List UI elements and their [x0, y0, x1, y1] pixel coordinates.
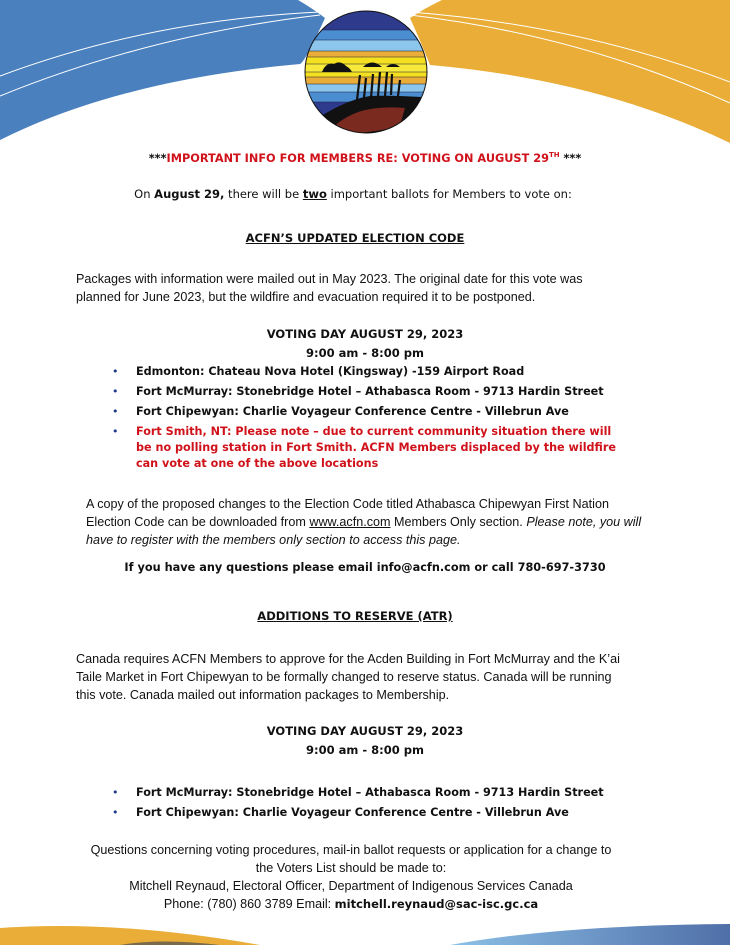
intro-date: August 29,: [154, 187, 225, 201]
atr-locations-list: [112, 785, 712, 825]
alert-location-text: Fort Smith, NT: Please note – due to current community situation there will be no polling station in Fort Smith. ACFN Members displaced by the wildfire can vote at one of the above locations: [136, 425, 616, 470]
voting-day-1-date: VOTING DAY AUGUST 29, 2023: [266, 327, 464, 341]
header-decoration: [0, 0, 730, 160]
election-code-paragraph: Packages with information were mailed out in May 2023. The original date for this vote was planned for June 2023, but the wildfire and evacuation required it to be postponed.: [76, 272, 583, 304]
location-item-alert: [112, 424, 616, 472]
copy-text-2: Members Only section.: [390, 515, 527, 529]
bullet-icon: •: [112, 806, 119, 819]
location-text: Fort Chipewyan: Charlie Voyageur Conference Centre - Villebrun Ave: [136, 405, 569, 418]
questions-line: If you have any questions please email info@acfn.com or call 780-697-3730: [124, 561, 606, 574]
intro-line: [0, 187, 718, 201]
contact-line-1: Questions concerning voting procedures, mail-in ballot requests or application for a change to: [90, 843, 612, 857]
title-stars-right: ***: [559, 151, 582, 165]
bullet-icon: •: [112, 425, 119, 438]
intro-pre: On: [134, 187, 155, 201]
contact-block: [0, 841, 716, 913]
gold-footer-band: [0, 926, 260, 945]
bullet-icon: •: [112, 786, 119, 799]
location-text: Fort McMurray: Stonebridge Hotel – Athabasca Room - 9713 Hardin Street: [136, 385, 604, 398]
atr-heading: ADDITIONS TO RESERVE (ATR): [257, 609, 453, 623]
blue-footer-band: [450, 924, 730, 945]
location-item: [112, 364, 712, 380]
location-text: Fort McMurray: Stonebridge Hotel – Athabasca Room - 9713 Hardin Street: [136, 786, 604, 799]
voting-day-2-date: VOTING DAY AUGUST 29, 2023: [266, 724, 464, 738]
contact-line-2: the Voters List should be made to:: [255, 861, 447, 875]
intro-post: important ballots for Members to vote on:: [326, 187, 572, 201]
location-item: [112, 805, 712, 821]
title-superscript: TH: [548, 151, 560, 159]
intro-count: two: [302, 187, 327, 201]
bullet-icon: •: [112, 365, 119, 378]
election-code-copy-paragraph: [86, 495, 646, 549]
footer-decoration: [0, 920, 730, 945]
title-text: IMPORTANT INFO FOR MEMBERS RE: VOTING ON AUGUST 29: [166, 151, 549, 165]
copy-note: Please note, you will have to register with the members only section to access this page.: [86, 515, 642, 547]
phone-label: Phone: (780) 860 3789 Email:: [163, 897, 335, 911]
voting-day-2: [0, 722, 730, 760]
copy-text: A copy of the proposed changes to the Election Code titled Athabasca Chipewyan First Nation Election Code can be downloaded from: [86, 497, 609, 529]
bullet-icon: •: [112, 405, 119, 418]
intro-mid: there will be: [224, 187, 303, 201]
location-text: Edmonton: Chateau Nova Hotel (Kingsway) -159 Airport Road: [136, 365, 525, 378]
atr-paragraph: Canada requires ACFN Members to approve for the Acden Building in Fort McMurray and the K’ai Taile Market in Fort Chipewyan to be formally changed to reserve status. Canada will be running this vote. Canada mailed out information packages to Membership.: [76, 652, 620, 702]
location-item: [112, 384, 712, 400]
contact-line-4: [0, 895, 716, 913]
notice-title: [0, 151, 730, 165]
voting-day-1-hours: 9:00 am - 8:00 pm: [306, 346, 424, 360]
election-code-heading: ACFN’S UPDATED ELECTION CODE: [245, 231, 465, 245]
voting-day-1: [0, 325, 730, 363]
bullet-icon: •: [112, 385, 119, 398]
voting-day-2-hours: 9:00 am - 8:00 pm: [306, 743, 424, 757]
location-item: [112, 785, 712, 801]
title-stars-left: ***: [148, 151, 167, 165]
location-item: [112, 404, 712, 420]
acfn-website-link[interactable]: www.acfn.com: [309, 515, 391, 529]
election-locations-list: [112, 364, 712, 476]
location-text: Fort Chipewyan: Charlie Voyageur Conference Centre - Villebrun Ave: [136, 806, 569, 819]
contact-line-3: Mitchell Reynaud, Electoral Officer, Department of Indigenous Services Canada: [129, 879, 573, 893]
contact-email[interactable]: mitchell.reynaud@sac-isc.gc.ca: [334, 897, 539, 911]
